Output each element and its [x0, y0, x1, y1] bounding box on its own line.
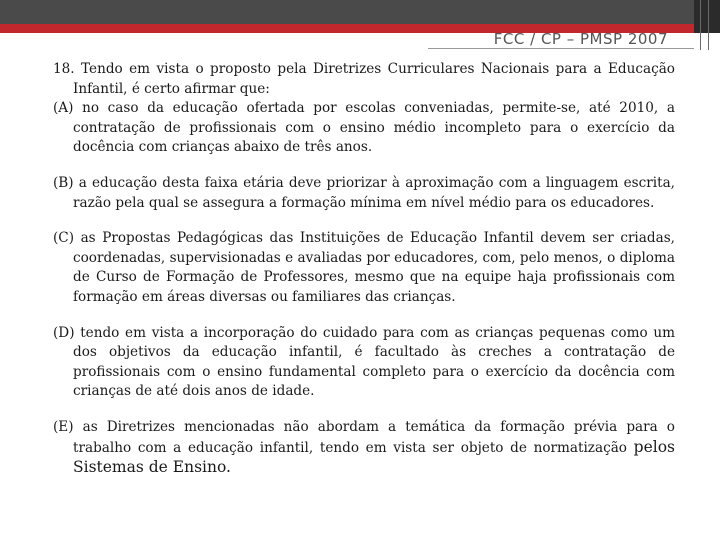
top-corner-block — [694, 0, 720, 33]
option-e-text-large: pelos Sistemas de Ensino. — [73, 437, 675, 477]
option-d: (D) tendo em vista a incorporação do cuidado para com as crianças pequenas como um dos objetivos da educação infantil, é facultado às creches a contratação de profissionais com o ensino fundamental completo para o exercício da docência com crianças de até dois anos de idade. — [53, 324, 675, 400]
option-c: (C) as Propostas Pedagógicas das Instituições de Educação Infantil devem ser criadas, coordenadas, supervisionadas e avaliadas por educadores, com, pelo menos, o diploma de Curso de Formação de Professores, mesmo que na equipe haja profissionais com formação em áreas diversas ou familiares das crianças. — [53, 230, 675, 305]
corner-line — [700, 0, 701, 50]
option-b: (B) a educação desta faixa etária deve priorizar à aproximação com a linguagem escrita, razão pela qual se assegura a formação mínima em nível médio para os educadores. — [53, 174, 675, 211]
option-e-text: (E) as Diretrizes mencionadas não abordam a temática da formação prévia para o trabalho com a educação infantil, tendo em vista ser objeto de normatização — [53, 418, 675, 456]
option-a: (A) no caso da educação ofertada por escolas conveniadas, permite-se, até 2010, a contratação de profissionais com o ensino médio incompleto para o exercício da docência com crianças abaixo de três anos. — [53, 100, 675, 156]
source-header: FCC / CP – PMSP 2007 — [493, 30, 668, 48]
corner-line — [708, 0, 709, 50]
header-divider — [428, 48, 694, 49]
option-e — [53, 418, 675, 479]
question-block — [53, 60, 675, 479]
top-gray-band — [0, 0, 694, 24]
question-stem: 18. Tendo em vista o proposto pela Diretrizes Curriculares Nacionais para a Educação Infantil, é certo afirmar que: — [53, 61, 675, 97]
